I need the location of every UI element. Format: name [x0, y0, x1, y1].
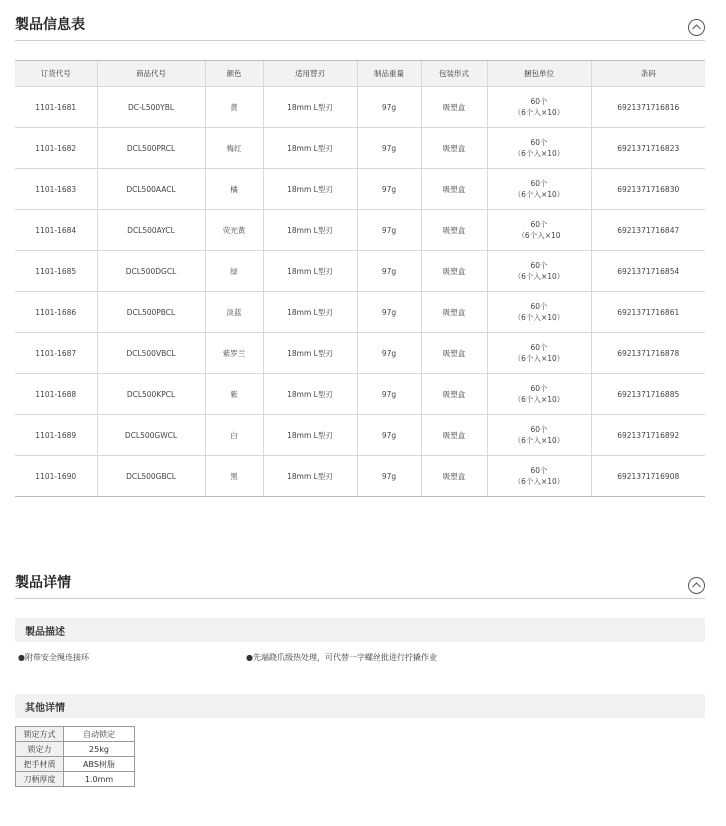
blade-cell: 18mm L型刃: [263, 87, 357, 128]
table-row: [15, 128, 705, 169]
barcode-cell: 6921371716816: [591, 87, 705, 128]
blade-cell: 18mm L型刃: [263, 169, 357, 210]
barcode-cell: 6921371716885: [591, 374, 705, 415]
description-label: 製品描述: [25, 627, 65, 638]
spec-row: [16, 772, 135, 787]
unit-cell: [487, 210, 591, 251]
order-cell: 1101-1689: [15, 415, 97, 456]
pack-cell: 吸塑盒: [421, 87, 487, 128]
pack-cell: 吸塑盒: [421, 333, 487, 374]
blade-cell: 18mm L型刃: [263, 292, 357, 333]
unit-count: 60个: [530, 138, 548, 147]
model-cell: DCL500AYCL: [97, 210, 205, 251]
barcode-cell: 6921371716854: [591, 251, 705, 292]
detail-section-header: [15, 572, 705, 599]
table-row: [15, 374, 705, 415]
pack-cell: 吸塑盒: [421, 251, 487, 292]
unit-cell: [487, 333, 591, 374]
weight-cell: 97g: [357, 333, 421, 374]
unit-detail: （6个入×10）: [513, 354, 565, 363]
table-row: [15, 456, 705, 497]
unit-detail: （6个入×10）: [513, 477, 565, 486]
weight-cell: 97g: [357, 415, 421, 456]
model-cell: DCL500GWCL: [97, 415, 205, 456]
color-cell: 紫罗兰: [205, 333, 263, 374]
spec-value: 自动锁定: [64, 727, 135, 742]
model-cell: DCL500KPCL: [97, 374, 205, 415]
unit-cell: [487, 169, 591, 210]
color-cell: 白: [205, 415, 263, 456]
table-row: [15, 251, 705, 292]
column-header: 条码: [591, 61, 705, 87]
unit-detail: （6个入×10）: [513, 272, 565, 281]
weight-cell: 97g: [357, 128, 421, 169]
weight-cell: 97g: [357, 374, 421, 415]
spec-row: [16, 757, 135, 772]
table-row: [15, 169, 705, 210]
table-row: [15, 333, 705, 374]
pack-cell: 吸塑盒: [421, 456, 487, 497]
color-cell: 绿: [205, 251, 263, 292]
unit-cell: [487, 374, 591, 415]
description-item: ●附带安全绳连接环: [18, 653, 89, 662]
barcode-cell: 6921371716823: [591, 128, 705, 169]
column-header: 订货代号: [15, 61, 97, 87]
blade-cell: 18mm L型刃: [263, 456, 357, 497]
other-details-label: 其他详情: [25, 703, 65, 714]
unit-count: 60个: [530, 302, 548, 311]
model-cell: DCL500PRCL: [97, 128, 205, 169]
other-details-bar: [15, 694, 705, 718]
unit-cell: [487, 456, 591, 497]
spec-value: ABS树脂: [64, 757, 135, 772]
color-cell: 淡蓝: [205, 292, 263, 333]
column-header: 制品重量: [357, 61, 421, 87]
unit-cell: [487, 251, 591, 292]
table-row: [15, 292, 705, 333]
weight-cell: 97g: [357, 292, 421, 333]
pack-cell: 吸塑盒: [421, 415, 487, 456]
spec-key: 锁定方式: [16, 727, 64, 742]
weight-cell: 97g: [357, 456, 421, 497]
unit-cell: [487, 128, 591, 169]
model-cell: DC-L500YBL: [97, 87, 205, 128]
model-cell: DCL500GBCL: [97, 456, 205, 497]
order-cell: 1101-1682: [15, 128, 97, 169]
spec-row: [16, 727, 135, 742]
weight-cell: 97g: [357, 87, 421, 128]
description-item: ●先端跷爪级热处理，可代替一字螺丝批进行拧撬作业: [246, 653, 437, 662]
info-section-title: 製品信息表: [15, 17, 85, 33]
table-row: [15, 210, 705, 251]
unit-cell: [487, 415, 591, 456]
blade-cell: 18mm L型刃: [263, 374, 357, 415]
column-header: 颜色: [205, 61, 263, 87]
order-cell: 1101-1683: [15, 169, 97, 210]
order-cell: 1101-1687: [15, 333, 97, 374]
unit-count: 60个: [530, 261, 548, 270]
blade-cell: 18mm L型刃: [263, 210, 357, 251]
unit-detail: （6个入×10）: [513, 313, 565, 322]
spec-key: 刀柄厚度: [16, 772, 64, 787]
order-cell: 1101-1685: [15, 251, 97, 292]
color-cell: 紫: [205, 374, 263, 415]
detail-section-title: 製品详情: [15, 575, 71, 591]
info-section-header: [15, 14, 705, 41]
unit-count: 60个: [530, 343, 548, 352]
color-cell: 橘: [205, 169, 263, 210]
pack-cell: 吸塑盒: [421, 374, 487, 415]
spec-value: 1.0mm: [64, 772, 135, 787]
unit-cell: [487, 87, 591, 128]
barcode-cell: 6921371716892: [591, 415, 705, 456]
spec-table: [15, 726, 135, 787]
order-cell: 1101-1684: [15, 210, 97, 251]
color-cell: 荧光黄: [205, 210, 263, 251]
unit-count: 60个: [530, 97, 548, 106]
unit-detail: （6个入×10）: [513, 190, 565, 199]
color-cell: 黑: [205, 456, 263, 497]
barcode-cell: 6921371716861: [591, 292, 705, 333]
table-header-row: [15, 61, 705, 87]
unit-detail: （6个入×10）: [513, 108, 565, 117]
pack-cell: 吸塑盒: [421, 210, 487, 251]
column-header: 商品代号: [97, 61, 205, 87]
table-row: [15, 415, 705, 456]
column-header: 包装形式: [421, 61, 487, 87]
unit-detail: （6个入×10）: [513, 395, 565, 404]
weight-cell: 97g: [357, 251, 421, 292]
column-header: 适用替刃: [263, 61, 357, 87]
order-cell: 1101-1688: [15, 374, 97, 415]
unit-count: 60个: [530, 425, 548, 434]
spec-row: [16, 742, 135, 757]
spec-value: 25kg: [64, 742, 135, 757]
unit-cell: [487, 292, 591, 333]
unit-detail: （6个入×10）: [513, 436, 565, 445]
unit-count: 60个: [530, 384, 548, 393]
table-row: [15, 87, 705, 128]
spec-key: 把手材质: [16, 757, 64, 772]
description-bar: [15, 618, 705, 642]
blade-cell: 18mm L型刃: [263, 333, 357, 374]
model-cell: DCL500AACL: [97, 169, 205, 210]
barcode-cell: 6921371716830: [591, 169, 705, 210]
column-header: 捆包单位: [487, 61, 591, 87]
model-cell: DCL500DGCL: [97, 251, 205, 292]
unit-detail: （6个入×10）: [513, 149, 565, 158]
weight-cell: 97g: [357, 169, 421, 210]
barcode-cell: 6921371716847: [591, 210, 705, 251]
blade-cell: 18mm L型刃: [263, 415, 357, 456]
chevron-up-circle-icon[interactable]: [688, 577, 705, 594]
unit-count: 60个: [530, 466, 548, 475]
unit-count: 60个: [530, 220, 548, 229]
weight-cell: 97g: [357, 210, 421, 251]
blade-cell: 18mm L型刃: [263, 251, 357, 292]
blade-cell: 18mm L型刃: [263, 128, 357, 169]
chevron-up-circle-icon[interactable]: [688, 19, 705, 36]
barcode-cell: 6921371716908: [591, 456, 705, 497]
order-cell: 1101-1690: [15, 456, 97, 497]
order-cell: 1101-1686: [15, 292, 97, 333]
unit-detail: （6个入×10: [517, 231, 561, 240]
model-cell: DCL500PBCL: [97, 292, 205, 333]
pack-cell: 吸塑盒: [421, 128, 487, 169]
order-cell: 1101-1681: [15, 87, 97, 128]
pack-cell: 吸塑盒: [421, 169, 487, 210]
unit-count: 60个: [530, 179, 548, 188]
color-cell: 梅红: [205, 128, 263, 169]
model-cell: DCL500VBCL: [97, 333, 205, 374]
barcode-cell: 6921371716878: [591, 333, 705, 374]
color-cell: 黄: [205, 87, 263, 128]
pack-cell: 吸塑盒: [421, 292, 487, 333]
spec-key: 锁定力: [16, 742, 64, 757]
product-info-table: [15, 60, 705, 497]
